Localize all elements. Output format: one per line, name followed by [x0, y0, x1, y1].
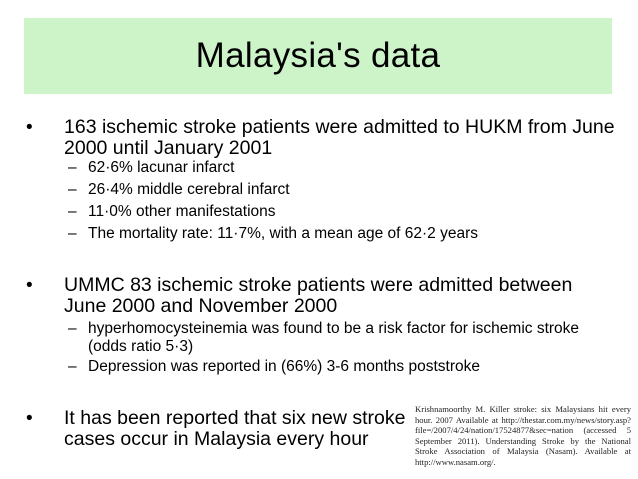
- bullet-icon: •: [26, 408, 33, 429]
- dash-icon: –: [68, 320, 77, 337]
- sub-text: 11·0% other manifestations: [88, 203, 276, 220]
- dash-icon: –: [68, 225, 77, 242]
- dash-icon: –: [68, 203, 77, 220]
- sub-item: [68, 203, 608, 221]
- citation-note: Krishnamoorthy M. Killer stroke: six Malaysians hit every hour. 2007 Available at http://thestar.com.my/news/story.asp?file=/2007/4/24/nation/17524877&sec=nation (accessed 5 September 2011). Understanding Stroke by the National Stroke Association of Malaysia (Nasam). Available at http://www.nasam.org/.: [415, 404, 631, 467]
- bullet-icon: •: [26, 117, 33, 138]
- bullet-text: UMMC 83 ischemic stroke patients were admitted between June 2000 and November 2000: [64, 274, 573, 317]
- dash-icon: –: [68, 181, 77, 198]
- bullet-text: 163 ischemic stroke patients were admitted to HUKM from June 2000 until January 2001: [64, 116, 615, 159]
- sub-item: [68, 181, 608, 199]
- bullet-ummc: [26, 275, 616, 317]
- bullet-hukm: [26, 117, 616, 159]
- bullet-icon: •: [26, 275, 33, 296]
- sub-item: [68, 159, 608, 177]
- bullet-six-cases: [26, 408, 426, 450]
- sub-item: [68, 225, 608, 243]
- slide-title: Malaysia's data: [195, 36, 441, 75]
- bullet-text: It has been reported that six new stroke cases occur in Malaysia every hour: [64, 407, 406, 450]
- dash-icon: –: [68, 159, 77, 176]
- sub-text: 62·6% lacunar infarct: [88, 159, 235, 176]
- sub-item: [68, 358, 608, 376]
- dash-icon: –: [68, 358, 77, 375]
- sub-text: 26·4% middle cerebral infarct: [88, 181, 290, 198]
- sub-text: The mortality rate: 11·7%, with a mean age of 62·2 years: [88, 225, 478, 242]
- sub-text: Depression was reported in (66%) 3-6 months poststroke: [88, 358, 480, 375]
- sub-item: [68, 320, 608, 356]
- sub-text: hyperhomocysteinemia was found to be a risk factor for ischemic stroke (odds ratio 5·3): [88, 320, 580, 355]
